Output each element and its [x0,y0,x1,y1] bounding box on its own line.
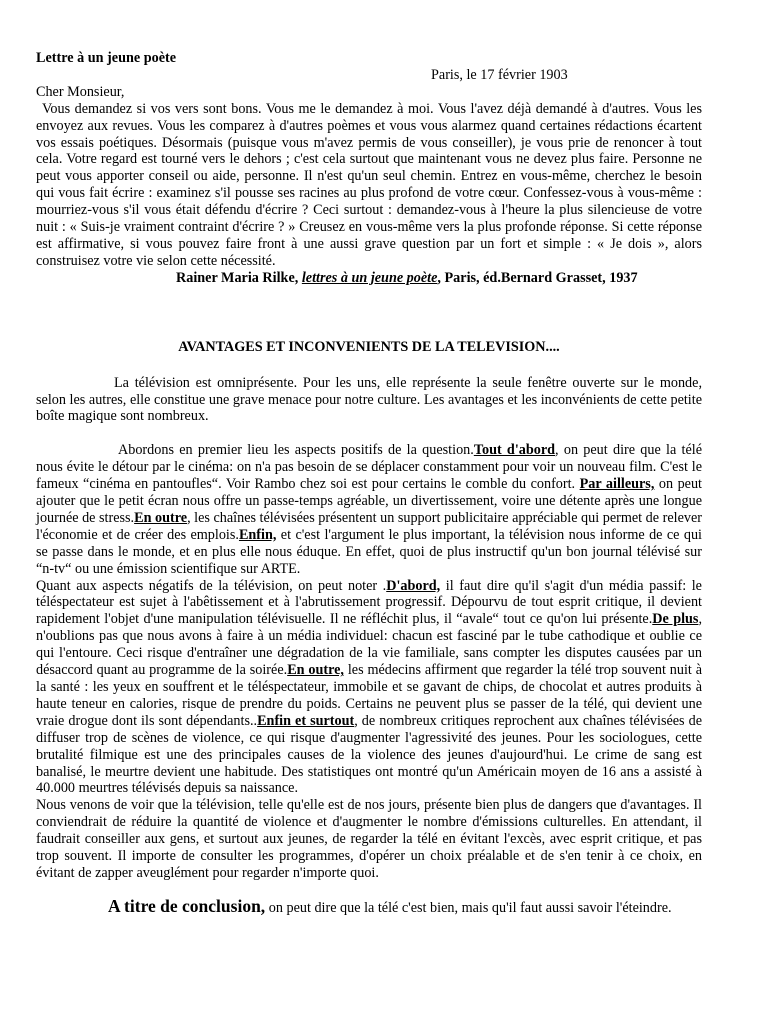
citation-work: lettres à un jeune poète [301,269,438,286]
disadvantages-paragraph [36,578,702,798]
connector-keyword: Enfin, [238,526,277,543]
text: les médecins affirment que regarder la télé trop souvent nuit à la santé : les yeux en souffrent et le téléspectateur, immobile et se gavant de chips, de chocolat et autres produits à haute teneur en calories, risque de prendre du poids. Certains ne peuvent plus se passer de la télé, qui devient une vraie drogue dont ils sont dépendants.. [36,662,703,729]
connector-keyword: Enfin et surtout [257,712,355,729]
letter-body: Vous demandez si vos vers sont bons. Vous me le demandez à moi. Vous l'avez déjà demandé à d'autres. Vous les envoyez aux revues. Vous les comparez à d'autres poèmes et vous vous alarmez quand certaines rédactions écartent vos essais poétiques. Désormais (puisque vous m'avez permis de vous conseiller), je vous prie de renoncer à tout cela. Votre regard est tourné vers le dehors ; c'est cela surtout que maintenant vous ne devez plus faire. Personne ne peut vous apporter conseil ou aide, personne. Il n'est qu'un seul chemin. Entrez en vous-même, cherchez le besoin qui vous fait écrire : examinez s'il pousse ses racines au plus profond de votre cœur. Confessez-vous à vous-même : mourriez-vous s'il vous était défendu d'écrire ? Ceci surtout : demandez-vous à l'heure la plus silencieuse de votre nuit : « Suis-je vraiment contraint d'écrire ? » Creusez en vous-même vers la plus profonde réponse. Si cette réponse est affirmative, si vous pouvez faire front à une aussi grave question par un fort et simple : « Je dois », alors construisez votre vie selon cette nécessité. [36,100,702,269]
text: , de nombreux critiques reprochent aux chaînes télévisées de diffuser trop de scènes de violence, ce qui risque d'augmenter l'agressivité des jeunes. Pour les sociologues, cette brutalité filmique est une des principales causes de la violence des jeunes d'aujourd'hui. Le crime de sang est banalisé, le meurtre devient une habitude. Des statistiques ont montré qu'un Américain moyen de 16 ans a assisté à 40.000 meurtres télévisés depuis sa naissance. [36,712,702,797]
essay-intro: La télévision est omniprésente. Pour les uns, elle représente la seule fenêtre ouverte sur le monde, selon les autres, elle constitue une grave menace pour notre culture. Les avantages et les inconvénients de cette petite boîte magique sont nombreux. [36,374,702,425]
connector-keyword: Par ailleurs, [579,476,655,493]
summary-paragraph: Nous venons de voir que la télévision, telle qu'elle est de nos jours, présente bien plus de dangers que d'avantages. Il conviendrait de réduire la quantité de violence et d'augmenter le nombre d'émissions culturelles. En attendant, il faudrait conseiller aux gens, et surtout aux jeunes, de regarder la télé en évitant l'excès, avec esprit critique, et pas trop souvent. Il importe de consulter les programmes, d'opérer un choix préalable et de s'en tenir à ce choix, en évitant de zapper aveuglément pour regarder n'importe quoi. [36,797,702,881]
connector-keyword: Tout d'abord [473,442,556,459]
text: on peut ajouter que le petit écran nous offre un passe-temps agréable, un divertissement, voire une détente après une longue journée de stress. [36,476,702,526]
letter-date: Paris, le 17 février 1903 [431,66,568,83]
connector-keyword: De plus [652,611,699,628]
letter-citation [36,270,702,287]
letter-title: Lettre à un jeune poète [36,50,177,66]
connector-keyword: En outre [134,509,188,526]
advantages-paragraph [36,442,702,577]
citation-author: Rainer Maria Rilke, [176,269,302,286]
text: , on peut dire que la télé nous évite le détour par le cinéma: on n'a pas besoin de se déplacer constamment pour voir un nouveau film. C'est le fameux “cinéma en pantoufles“. Voir Rambo chez soi est pour certains le comble du confort. [36,442,703,493]
text: , n'oublions pas que nous avons à faire à un média individuel: chacun est fasciné par le tube cathodique et oublie ce qui l'entoure. Ceci risque d'entraîner une dégradation de la vie familiale, sans compter les disputes causées par un désaccord quant au programme de la soirée. [36,611,702,679]
conclusion-text: on peut dire que la télé c'est bien, mais qu'il faut aussi savoir l'éteindre. [265,899,672,916]
text: il faut dire qu'il s'agit d'un média passif: le téléspectateur est sujet à l'abêtissement et à l'abrutissement progressif. Dépourvu de tout esprit critique, il devient rapidement l'objet d'une manipulation télévisuelle. Il ne réfléchit plus, il “avale“ tout ce qu'on lui présente. [36,577,702,628]
text: et c'est l'argument le plus important, la télévision nous informe de ce qui se passe dans le monde, et en plus elle nous éduque. En effet, quoi de plus instructif qu'un bon journal télévisé sur “n-tv“ ou une émission scientifique sur ARTE. [36,526,702,577]
text: Quant aux aspects négatifs de la télévision, on peut noter . [36,577,387,594]
connector-keyword: D'abord, [386,577,441,594]
text: , les chaînes télévisées présentent un support publicitaire appréciable qui permet de relever l'économie et de créer des emplois. [36,509,702,543]
conclusion-lead: A titre de conclusion, [108,895,266,916]
letter-salutation: Cher Monsieur, [36,83,125,100]
document-page [36,50,702,917]
conclusion-paragraph [36,895,702,917]
essay-heading: AVANTAGES ET INCONVENIENTS DE LA TELEVISION.... [178,338,560,355]
connector-keyword: En outre, [287,662,344,679]
citation-rest: , Paris, éd.Bernard Grasset, 1937 [437,269,638,286]
text: Abordons en premier lieu les aspects positifs de la question. [118,442,474,459]
